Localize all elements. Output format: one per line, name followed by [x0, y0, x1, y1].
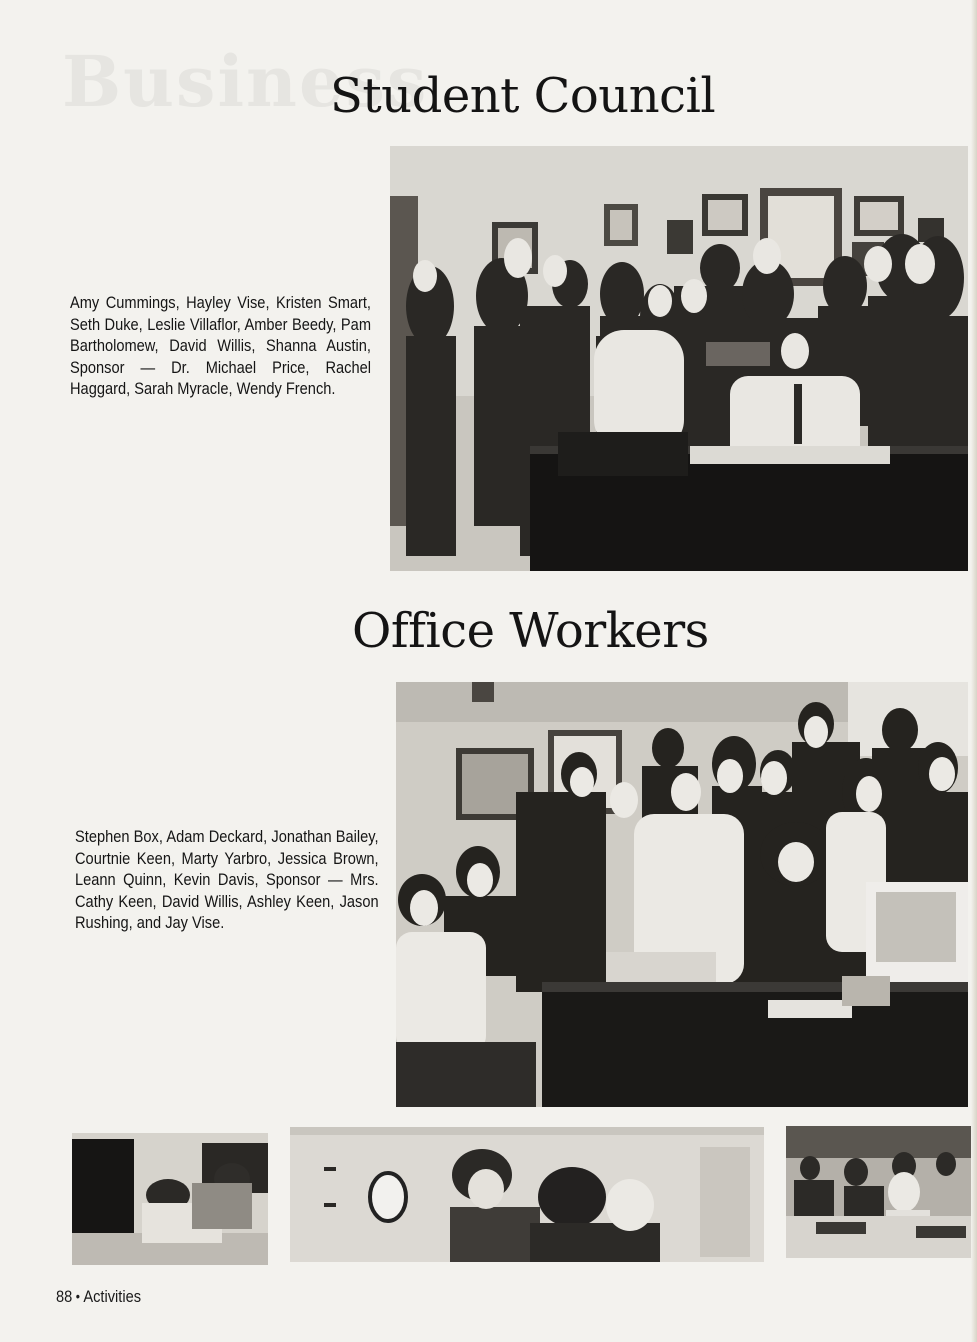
- student-council-caption: Amy Cummings, Hayley Vise, Kristen Smart, Seth Duke, Leslie Villaflor, Amber Beedy, Pam Bartholomew, David Willis, Shanna Austin, Sponsor — Dr. Michael Price, Rachel Haggard, Sarah Myracle, Wendy French.: [70, 293, 371, 398]
- page-spine-shadow: [971, 0, 977, 1342]
- page-number: 88: [56, 1287, 73, 1306]
- folio-separator: •: [75, 1288, 80, 1304]
- candid-photo-right: [786, 1126, 971, 1258]
- office-workers-heading: Office Workers: [352, 603, 709, 659]
- candid-photo-left: [72, 1133, 268, 1265]
- student-council-heading: Student Council: [330, 68, 716, 124]
- office-workers-photo: [396, 682, 968, 1107]
- office-workers-caption: Stephen Box, Adam Deckard, Jonathan Bailey, Courtnie Keen, Marty Yarbro, Jessica Brown, Leann Quinn, Kevin Davis, Sponsor — Mrs. Cathy Keen, David Willis, Ashley Keen, Jason Rushing, and Jay Vise.: [75, 827, 379, 932]
- student-council-photo: [390, 146, 968, 571]
- ghost-heading: Business: [62, 40, 429, 123]
- candid-photo-center: [290, 1127, 764, 1262]
- page-folio: [56, 1287, 141, 1307]
- section-name: Activities: [83, 1287, 142, 1306]
